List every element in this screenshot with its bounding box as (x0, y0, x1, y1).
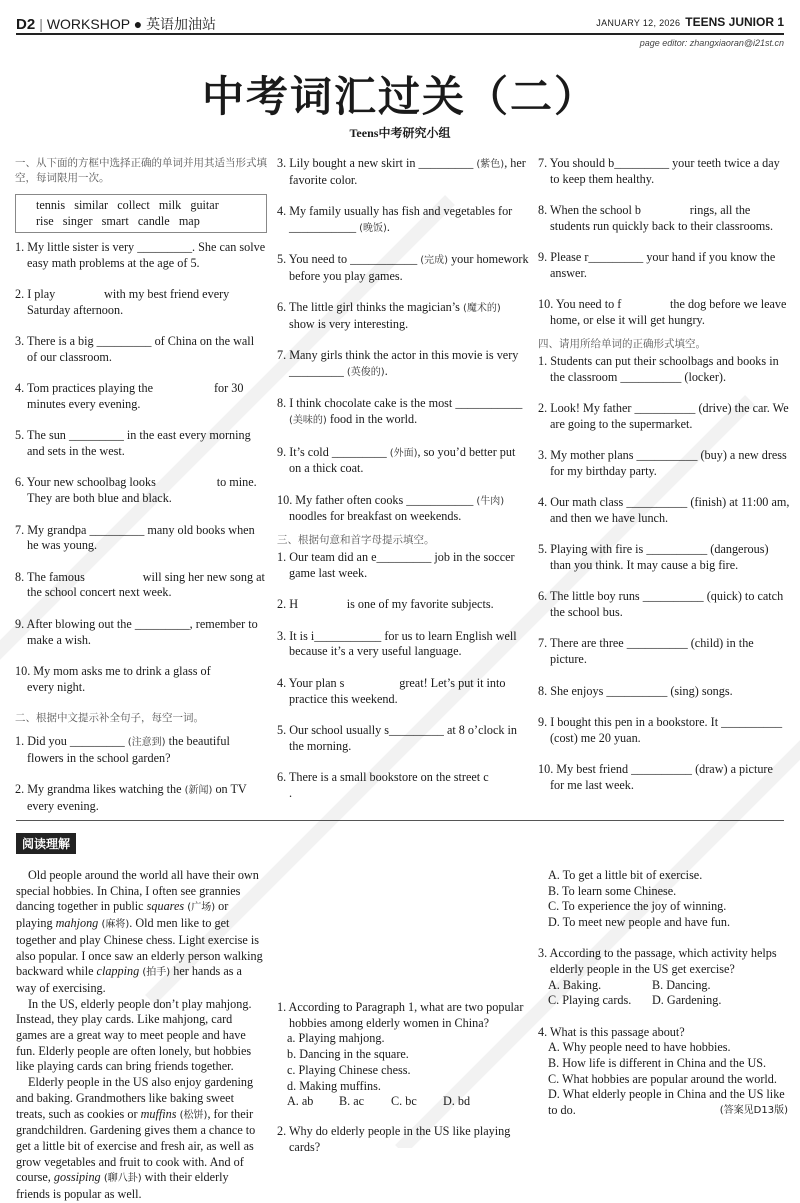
word-box-line-2: rise singer smart candle map (36, 213, 200, 228)
column-3 (538, 156, 790, 809)
reading-question-3: 3. According to the passage, which activity helps elderly people in the US get exercise? (538, 946, 777, 977)
question: 1. My little sister is very _________. She can solve easy math problems at the age of 5. (15, 240, 269, 270)
chinese-hint: (魔术的) (462, 303, 501, 315)
question (277, 204, 529, 237)
option: B. To learn some Chinese. (548, 883, 677, 898)
question: 7. You should b_________ your teeth twice a day to keep them healthy. (538, 156, 783, 186)
option-text: D. What elderly people in China and the US like to do. (548, 1087, 785, 1118)
reading-questions-a (277, 1000, 527, 1155)
question-text: on TV every evening. (27, 782, 247, 813)
question-text: 2. My grandma likes watching the (15, 782, 185, 797)
question: 3. It is i___________ for us to learn English well because it’s a very useful language. (277, 628, 520, 659)
question (277, 156, 529, 189)
option: d. Making muffins. (287, 1078, 381, 1093)
text: Elderly people in the US also enjoy gardening and baking. Grandmothers like baking sweet treats, such as cookies or (16, 1075, 254, 1121)
question-text: 6. The little girl thinks the magician’s (277, 300, 463, 315)
question: 7. There are three __________ (child) in the picture. (538, 636, 754, 667)
choice: C. Playing cards. (548, 993, 632, 1008)
chinese-hint: (注意到) (127, 736, 166, 748)
header-divider (16, 33, 784, 35)
option: C. To experience the joy of winning. (548, 899, 727, 914)
chinese-hint: (紫色) (476, 159, 505, 170)
glossed-word: squares (146, 899, 185, 914)
chinese-hint: (美味的) (289, 415, 327, 427)
choice-row (538, 978, 788, 994)
choice: C. bc (391, 1094, 417, 1109)
section-3-heading: 三、根据句意和首字母提示填空。 (277, 534, 435, 547)
question: 4. Tom practices playing the for 30 minutes every evening. (15, 381, 247, 412)
question: 5. Our school usually s_________ at 8 o’clock in the morning. (277, 722, 521, 753)
option: A. To get a little bit of exercise. (548, 868, 703, 882)
choice: D. bd (443, 1094, 471, 1109)
question: 6. The little boy runs __________ (quick) to catch the school bus. (538, 589, 784, 620)
question: 10. You need to f the dog before we leave home, or else it will get hungry. (538, 297, 790, 328)
section-name: WORKSHOP (46, 16, 130, 32)
page-editor: page editor: zhangxiaoran@i21st.cn (639, 38, 784, 48)
question: 5. Playing with fire is __________ (dangerous) than you think. It may cause a big fire. (538, 542, 769, 573)
question-text: 3. Lily bought a new skirt in _________ (277, 156, 477, 170)
question: 10. My mom asks me to drink a glass of every night. (15, 663, 266, 694)
reading-question-4: 4. What is this passage about? (538, 1024, 685, 1039)
chinese-hint: (完成) (420, 255, 449, 267)
text: , for their grandchildren. Gardening gives them a chance to get a little bit of exercise and fresh air, as well as grow vegetables and fruit to cook with. And of course, (16, 1106, 256, 1185)
question (277, 445, 529, 478)
text: or playing (16, 899, 229, 931)
question (15, 782, 267, 815)
question-text: the beautiful flowers in the school garden? (27, 733, 230, 765)
page-header-right (596, 15, 784, 29)
gloss: (拍手) (139, 967, 171, 979)
question (277, 300, 529, 333)
paragraph-2: In the US, elderly people don’t play mahjong. Instead, they play cards. Like mahjong, card games are a great way to meet people and have fun. Elderly people are often lonely, but hobbies like playing cards can bring friends together. (16, 996, 252, 1074)
question: 10. My best friend __________ (draw) a picture for me last week. (538, 761, 773, 792)
paragraph-1 (16, 868, 264, 997)
choice: A. ab (287, 1094, 314, 1109)
choice-row (277, 1094, 527, 1110)
question: 3. My mother plans __________ (buy) a new dress for my birthday party. (538, 448, 787, 478)
byline (0, 124, 800, 141)
question: 4. Your plan s great! Let’s put it into practice this weekend. (277, 675, 509, 706)
option: C. What hobbies are popular around the world. (548, 1071, 777, 1086)
question: 6. There is a small bookstore on the street c . (277, 769, 535, 800)
question-text: . (384, 364, 388, 379)
question: 1. Our team did an e_________ job in the soccer game last week. (277, 550, 518, 581)
question-text: 7. Many girls think the actor in this movie is very _________ (277, 348, 519, 379)
column-2 (277, 156, 535, 817)
question-text: food in the world. (326, 412, 418, 427)
question: 3. There is a big _________ of China on the wall of our classroom. (15, 334, 258, 364)
question-text: , her favorite color. (289, 156, 526, 187)
chinese-hint: (晚饭) (359, 222, 387, 234)
question: 4. Our math class __________ (finish) at 11:00 am, and then we have lunch. (538, 495, 790, 525)
question (15, 734, 267, 767)
glossed-word: muffins (140, 1106, 177, 1121)
reading-label: 阅读理解 (16, 833, 76, 854)
glossed-word: clapping (96, 964, 140, 979)
page-number: D2 (16, 16, 36, 33)
question: 9. I bought this pen in a bookstore. It __________ (cost) me 20 yuan. (538, 714, 783, 745)
choice-row (538, 993, 788, 1009)
choice: B. Dancing. (652, 977, 711, 992)
column-name: 英语加油站 (146, 16, 217, 32)
answer-note: (答案见D13版) (719, 1105, 788, 1117)
text: with their elderly friends is popular as well. (16, 1170, 229, 1202)
question: 9. After blowing out the _________, remember to make a wish. (15, 616, 261, 647)
question (277, 252, 529, 285)
column-1 (15, 156, 267, 830)
glossed-word: gossiping (53, 1170, 101, 1185)
question (277, 396, 529, 429)
question-text: 9. It’s cold _________ (277, 444, 390, 459)
question-text: . (386, 219, 390, 234)
section-1-heading: 一、从下面的方框中选择正确的单词并用其适当形式填空，每词限用一次。 (15, 157, 267, 184)
chinese-hint: (牛肉) (476, 495, 505, 507)
word-box-line-1: tennis similar collect milk guitar (36, 198, 219, 212)
reading-question-1: 1. According to Paragraph 1, what are two popular hobbies among elderly women in China? (277, 1000, 524, 1030)
publication-brand: TEENS JUNIOR 1 (685, 15, 784, 29)
question-text: show is very interesting. (289, 317, 409, 332)
option: b. Dancing in the square. (287, 1047, 409, 1062)
word-box (15, 194, 267, 233)
option: a. Playing mahjong. (287, 1031, 385, 1046)
issue-date: JANUARY 12, 2026 (596, 18, 681, 28)
option (538, 1087, 788, 1118)
question: 1. Students can put their schoolbags and books in the classroom __________ (locker). (538, 353, 779, 384)
question: 6. Your new schoolbag looks to mine. They are both blue and black. (15, 475, 260, 506)
question-text: 1. Did you _________ (15, 733, 128, 748)
question: 8. She enjoys __________ (sing) songs. (538, 683, 733, 698)
glossed-word: mahjong (55, 916, 99, 931)
question-text: noodles for breakfast on weekends. (289, 509, 462, 524)
question: 7. My grandpa _________ many old books when he was young. (15, 522, 258, 553)
option: B. How life is different in China and the US. (548, 1056, 767, 1071)
question: 8. When the school b rings, all the students run quickly back to their classrooms. (538, 203, 774, 233)
question: 2. H is one of my favorite subjects. (277, 597, 494, 612)
question-text: 8. I think chocolate cake is the most ___________ (277, 396, 523, 411)
text: Old people around the world all have their own special hobbies. In China, I often see grannies dancing together in public (16, 868, 259, 914)
option: A. Why people need to have hobbies. (548, 1040, 731, 1055)
text: . Old men like to get together and play Chinese chess. Light exercise is also popular. I once saw an elderly person walking backward while (16, 916, 263, 979)
gloss: (松饼) (176, 1109, 208, 1121)
option: D. To meet new people and have fun. (548, 915, 731, 930)
gloss: (聊八卦) (100, 1173, 142, 1185)
question: 2. Look! My father __________ (drive) the car. We are going to the supermarket. (538, 400, 789, 431)
reading-passage (16, 868, 264, 1203)
section-divider (16, 820, 784, 821)
choice: B. ac (339, 1094, 365, 1109)
question (277, 493, 529, 526)
page-title: 中考词汇过关（二） (201, 72, 598, 121)
chinese-hint: (英俊的) (346, 367, 385, 379)
gloss: (麻将) (98, 919, 130, 931)
chinese-hint: (外面) (389, 447, 418, 459)
question-text: , so you’d better put on a thick coat. (289, 444, 516, 476)
paragraph-3 (16, 1075, 264, 1203)
choice: A. Baking. (548, 977, 602, 992)
byline-group: 中考研究小组 (378, 126, 451, 140)
question: 9. Please r_________ your hand if you know the answer. (538, 250, 779, 280)
reading-questions-b (538, 868, 788, 1119)
question-text: 4. My family usually has fish and vegetables for ___________ (277, 204, 513, 234)
page-header-left: D2 | WORKSHOP ● 英语加油站 (16, 16, 217, 33)
gloss: (广场) (184, 902, 216, 914)
question: 5. The sun _________ in the east every morning and sets in the west. (15, 428, 254, 459)
question-text: 5. You need to ___________ (277, 252, 421, 267)
question-text: your homework before you play games. (289, 252, 529, 283)
reading-question-2: 2. Why do elderly people in the US like playing cards? (277, 1123, 511, 1154)
section-2-heading: 二、根据中文提示补全句子，每空一词。 (15, 711, 204, 724)
question-text: 10. My father often cooks ___________ (277, 492, 477, 507)
chinese-hint: (新闻) (184, 785, 213, 797)
question: 8. The famous will sing her new song at the school concert next week. (15, 569, 268, 600)
byline-brand: Teens (349, 126, 379, 140)
section-4-heading: 四、请用所给单词的正确形式填空。 (538, 337, 706, 350)
choice: D. Gardening. (652, 993, 722, 1008)
option: c. Playing Chinese chess. (287, 1062, 411, 1077)
question: 2. I play with my best friend every Saturday afternoon. (15, 287, 233, 317)
question (277, 348, 529, 381)
text: her hands as a way of exercising. (16, 964, 242, 995)
